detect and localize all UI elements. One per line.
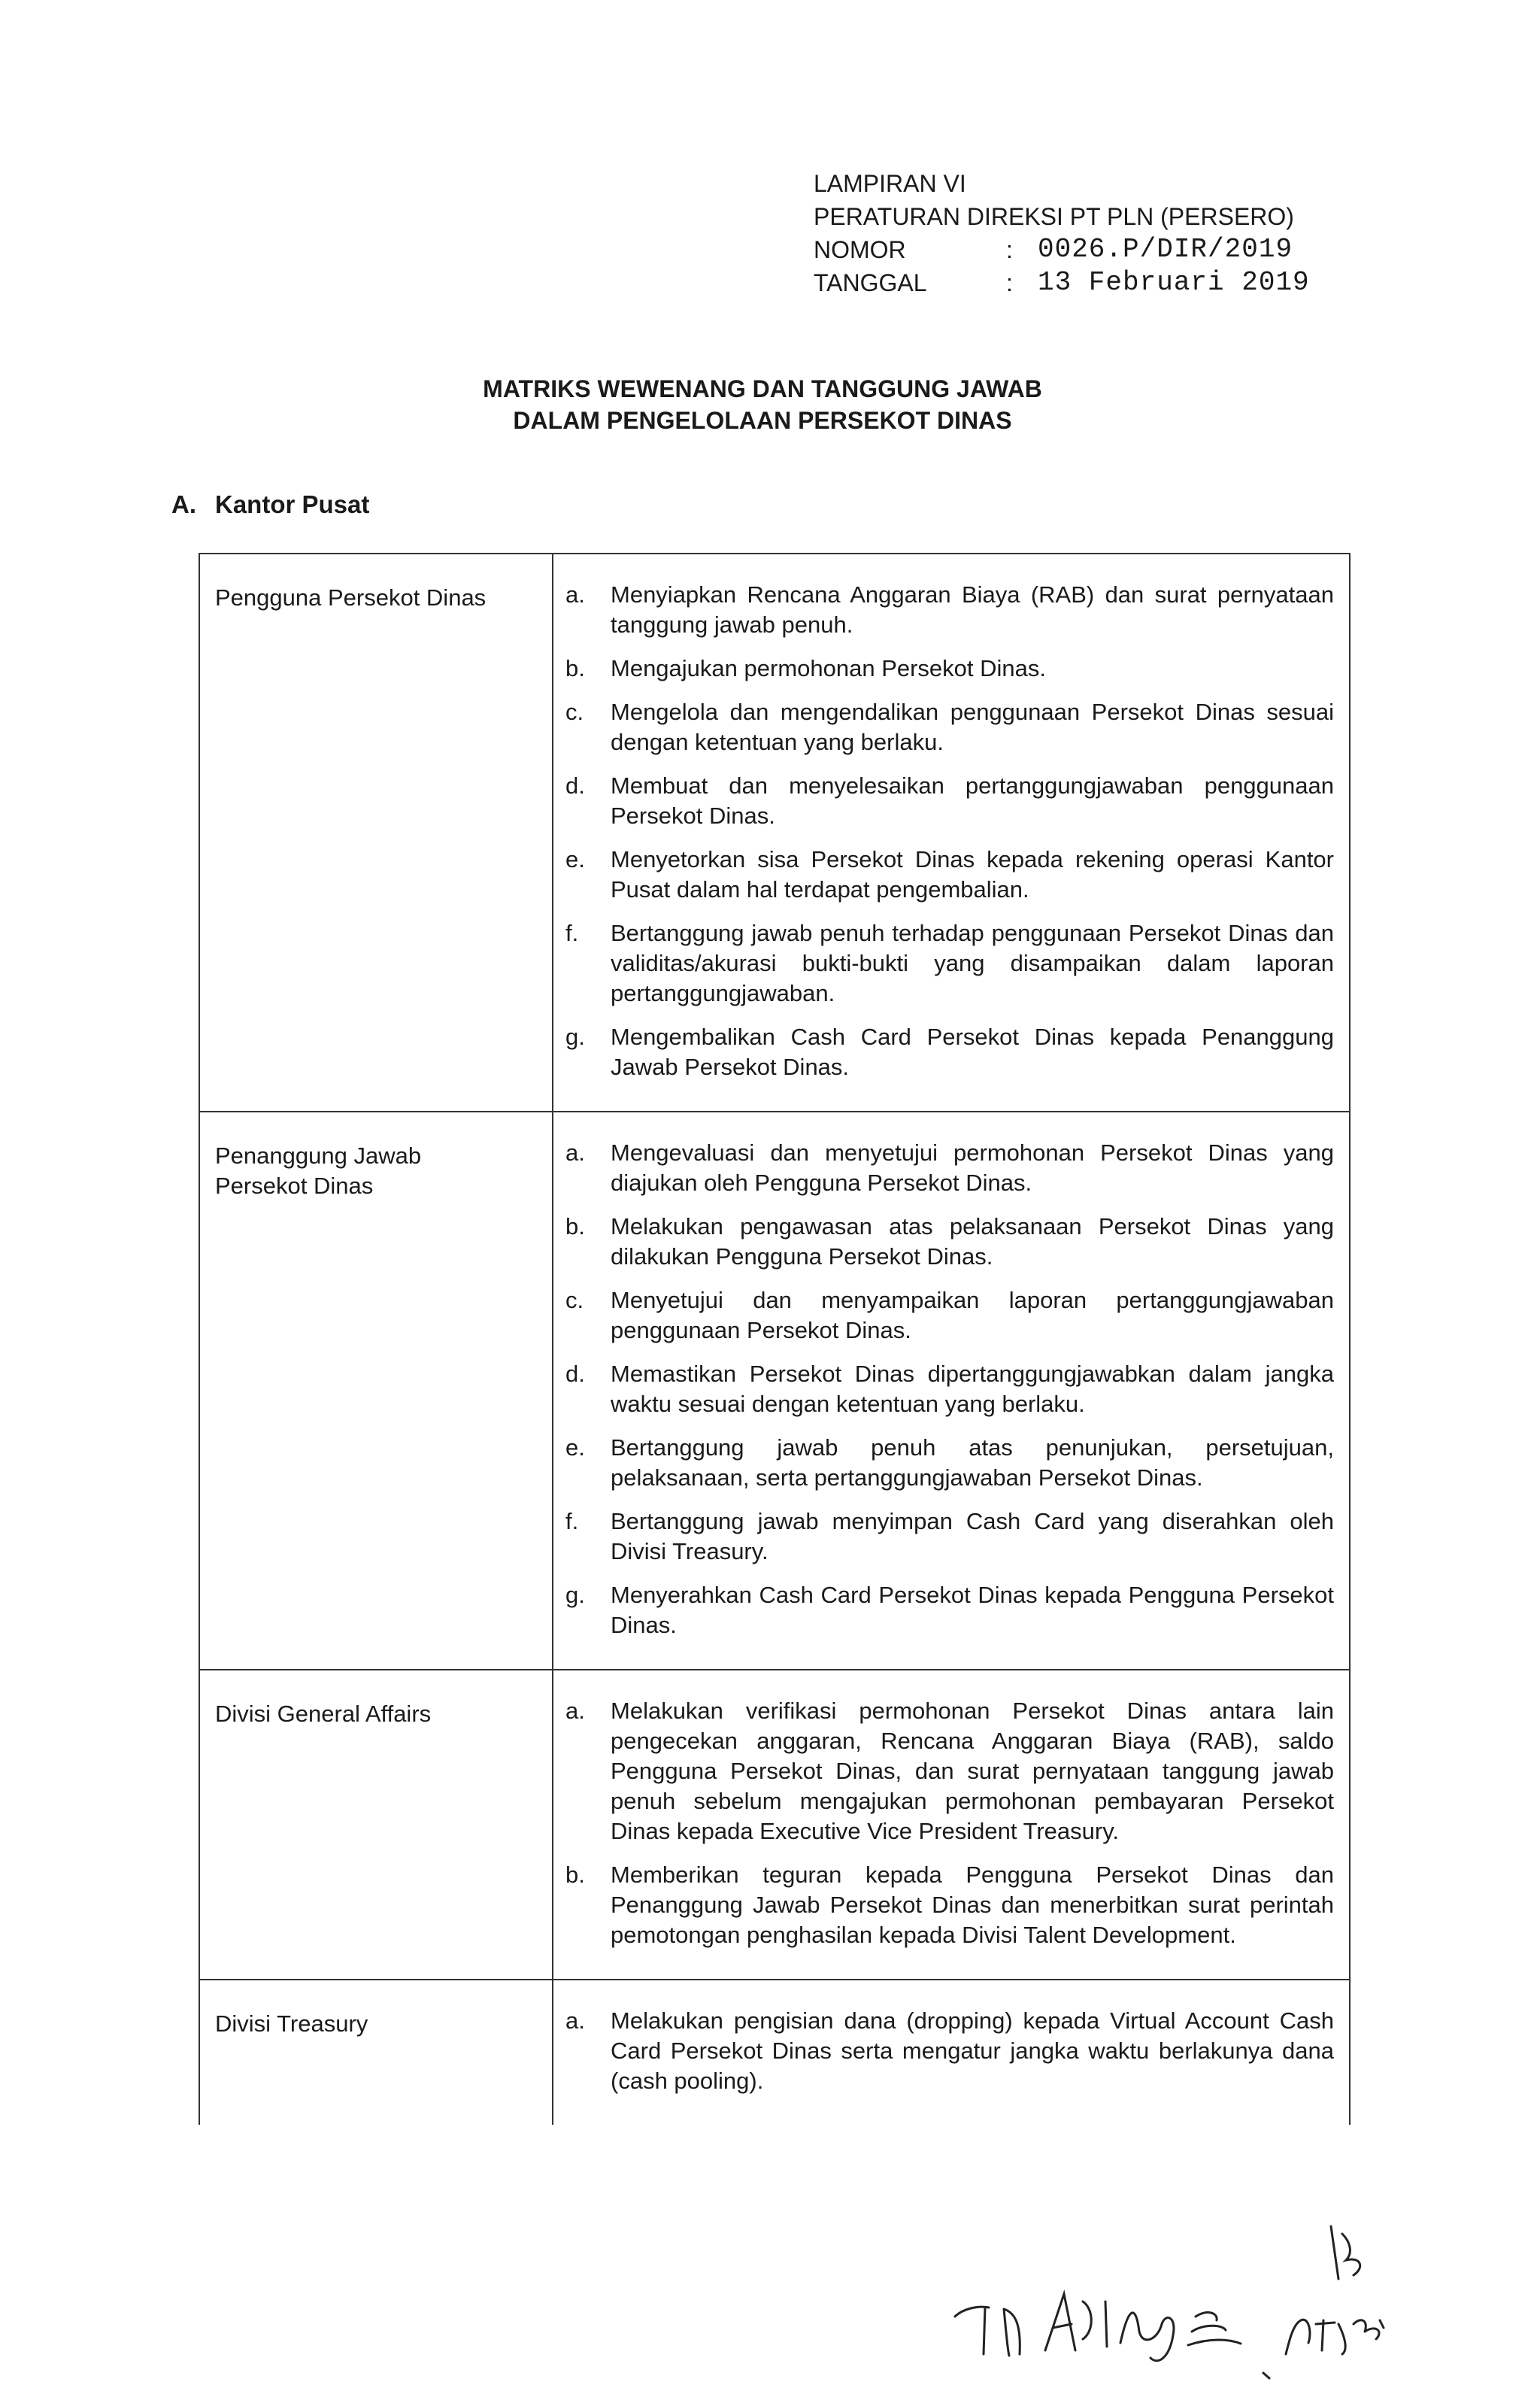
duty-item: [565, 1507, 1334, 1567]
duty-letter: e.: [565, 846, 585, 872]
nomor-colon: :: [1006, 236, 1013, 263]
document-title: [0, 373, 1540, 436]
duty-item: [565, 1212, 1334, 1272]
title-line-2: DALAM PENGELOLAAN PERSEKOT DINAS: [513, 407, 1012, 434]
role-cell: [199, 554, 553, 1112]
duty-letter: c.: [565, 1287, 584, 1313]
duties-cell: [553, 554, 1350, 1112]
duty-item: [565, 1580, 1334, 1640]
duty-letter: c.: [565, 699, 584, 725]
duties-cell: [553, 1670, 1350, 1980]
section-heading: [171, 490, 369, 519]
table-row: [199, 1112, 1350, 1670]
duty-letter: a.: [565, 2007, 585, 2034]
duty-item: [565, 2006, 1334, 2096]
duty-letter: b.: [565, 1213, 585, 1240]
duty-text: Bertanggung jawab penuh atas penunjukan, persetujuan, pelaksanaan, serta pertanggungjawaban Persekot Dinas.: [611, 1434, 1334, 1491]
duty-text: Menyetorkan sisa Persekot Dinas kepada rekening operasi Kantor Pusat dalam hal terdapat pengembalian.: [611, 846, 1334, 903]
role-name-line-2: Persekot Dinas: [215, 1173, 374, 1199]
duty-text: Melakukan verifikasi permohonan Persekot Dinas antara lain pengecekan anggaran, Rencana Anggaran Biaya (RAB), saldo Pengguna Persekot Dinas, dan surat pernyataan tanggung jawab penuh sebelum mengajukan permohonan pembayaran Persekot Dinas kepada Executive Vice President Treasury.: [611, 1698, 1334, 1844]
role-name: Pengguna Persekot Dinas: [215, 584, 487, 611]
duty-item: [565, 697, 1334, 757]
duty-text: Menyetujui dan menyampaikan laporan pertanggungjawaban penggunaan Persekot Dinas.: [611, 1287, 1334, 1343]
duty-item: [565, 1433, 1334, 1493]
duty-item: [565, 654, 1334, 684]
document-header: [814, 167, 1310, 299]
role-name: Divisi Treasury: [215, 2010, 368, 2037]
duty-item: [565, 1022, 1334, 1082]
duty-text: Melakukan pengawasan atas pelaksanaan Persekot Dinas yang dilakukan Pengguna Persekot Dinas.: [611, 1213, 1334, 1270]
duty-letter: b.: [565, 655, 585, 681]
duty-letter: g.: [565, 1582, 585, 1608]
duty-text: Bertanggung jawab menyimpan Cash Card yang diserahkan oleh Divisi Treasury.: [611, 1508, 1334, 1564]
duty-letter: f.: [565, 1508, 579, 1534]
peraturan-label: PERATURAN DIREKSI PT PLN (PERSERO): [814, 203, 1294, 230]
role-name-line-1: Penanggung Jawab: [215, 1142, 422, 1169]
duties-cell: [553, 1980, 1350, 2125]
duty-letter: a.: [565, 1698, 585, 1724]
tanggal-value: 13 Februari 2019: [1038, 267, 1310, 298]
duty-item: [565, 1359, 1334, 1419]
duty-item: [565, 1860, 1334, 1950]
duty-letter: d.: [565, 1361, 585, 1387]
duty-item: [565, 918, 1334, 1009]
lampiran-label: LAMPIRAN VI: [814, 170, 966, 197]
duty-text: Mengembalikan Cash Card Persekot Dinas kepada Penanggung Jawab Persekot Dinas.: [611, 1024, 1334, 1080]
duty-text: Menyerahkan Cash Card Persekot Dinas kepada Pengguna Persekot Dinas.: [611, 1582, 1334, 1638]
duty-letter: d.: [565, 772, 585, 799]
table-row: [199, 554, 1350, 1112]
duty-letter: a.: [565, 1139, 585, 1166]
duty-item: [565, 845, 1334, 905]
duty-item: [565, 580, 1334, 640]
role-name: Divisi General Affairs: [215, 1701, 432, 1727]
duty-item: [565, 771, 1334, 831]
section-name: Kantor Pusat: [215, 490, 370, 518]
duty-text: Menyiapkan Rencana Anggaran Biaya (RAB) dan surat pernyataan tanggung jawab penuh.: [611, 581, 1334, 638]
section-number: A.: [171, 490, 196, 518]
duty-text: Bertanggung jawab penuh terhadap penggunaan Persekot Dinas dan validitas/akurasi bukti-bukti yang disampaikan dalam laporan pertanggungjawaban.: [611, 920, 1334, 1006]
duty-item: [565, 1696, 1334, 1846]
duty-letter: e.: [565, 1434, 585, 1461]
duty-item: [565, 1138, 1334, 1198]
responsibility-matrix: [199, 553, 1351, 2125]
duty-letter: f.: [565, 920, 579, 946]
duty-text: Mengevaluasi dan menyetujui permohonan Persekot Dinas yang diajukan oleh Pengguna Persekot Dinas.: [611, 1139, 1334, 1196]
duty-text: Melakukan pengisian dana (dropping) kepada Virtual Account Cash Card Persekot Dinas serta mengatur jangka waktu berlakunya dana (cash pooling).: [611, 2007, 1334, 2094]
duty-item: [565, 1285, 1334, 1346]
duty-text: Membuat dan menyelesaikan pertanggungjawaban penggunaan Persekot Dinas.: [611, 772, 1334, 829]
nomor-label: NOMOR: [814, 236, 906, 263]
role-cell: [199, 1980, 553, 2125]
duties-cell: [553, 1112, 1350, 1670]
tanggal-label: TANGGAL: [814, 269, 927, 296]
duty-text: Mengelola dan mengendalikan penggunaan Persekot Dinas sesuai dengan ketentuan yang berlaku.: [611, 699, 1334, 755]
nomor-value: 0026.P/DIR/2019: [1038, 234, 1293, 265]
tanggal-colon: :: [1006, 269, 1013, 296]
table-row: [199, 1980, 1350, 2125]
table-row: [199, 1670, 1350, 1980]
title-line-1: MATRIKS WEWENANG DAN TANGGUNG JAWAB: [483, 375, 1042, 402]
duty-letter: g.: [565, 1024, 585, 1050]
duty-letter: a.: [565, 581, 585, 608]
duty-text: Mengajukan permohonan Persekot Dinas.: [611, 655, 1047, 681]
duty-letter: b.: [565, 1862, 585, 1888]
duty-text: Memberikan teguran kepada Pengguna Persekot Dinas dan Penanggung Jawab Persekot Dinas dan menerbitkan surat perintah pemotongan penghasilan kepada Divisi Talent Development.: [611, 1862, 1334, 1948]
duty-text: Memastikan Persekot Dinas dipertanggungjawabkan dalam jangka waktu sesuai dengan ketentuan yang berlaku.: [611, 1361, 1334, 1417]
role-cell: [199, 1112, 553, 1670]
role-cell: [199, 1670, 553, 1980]
handwritten-initials-signature: [932, 2211, 1504, 2384]
